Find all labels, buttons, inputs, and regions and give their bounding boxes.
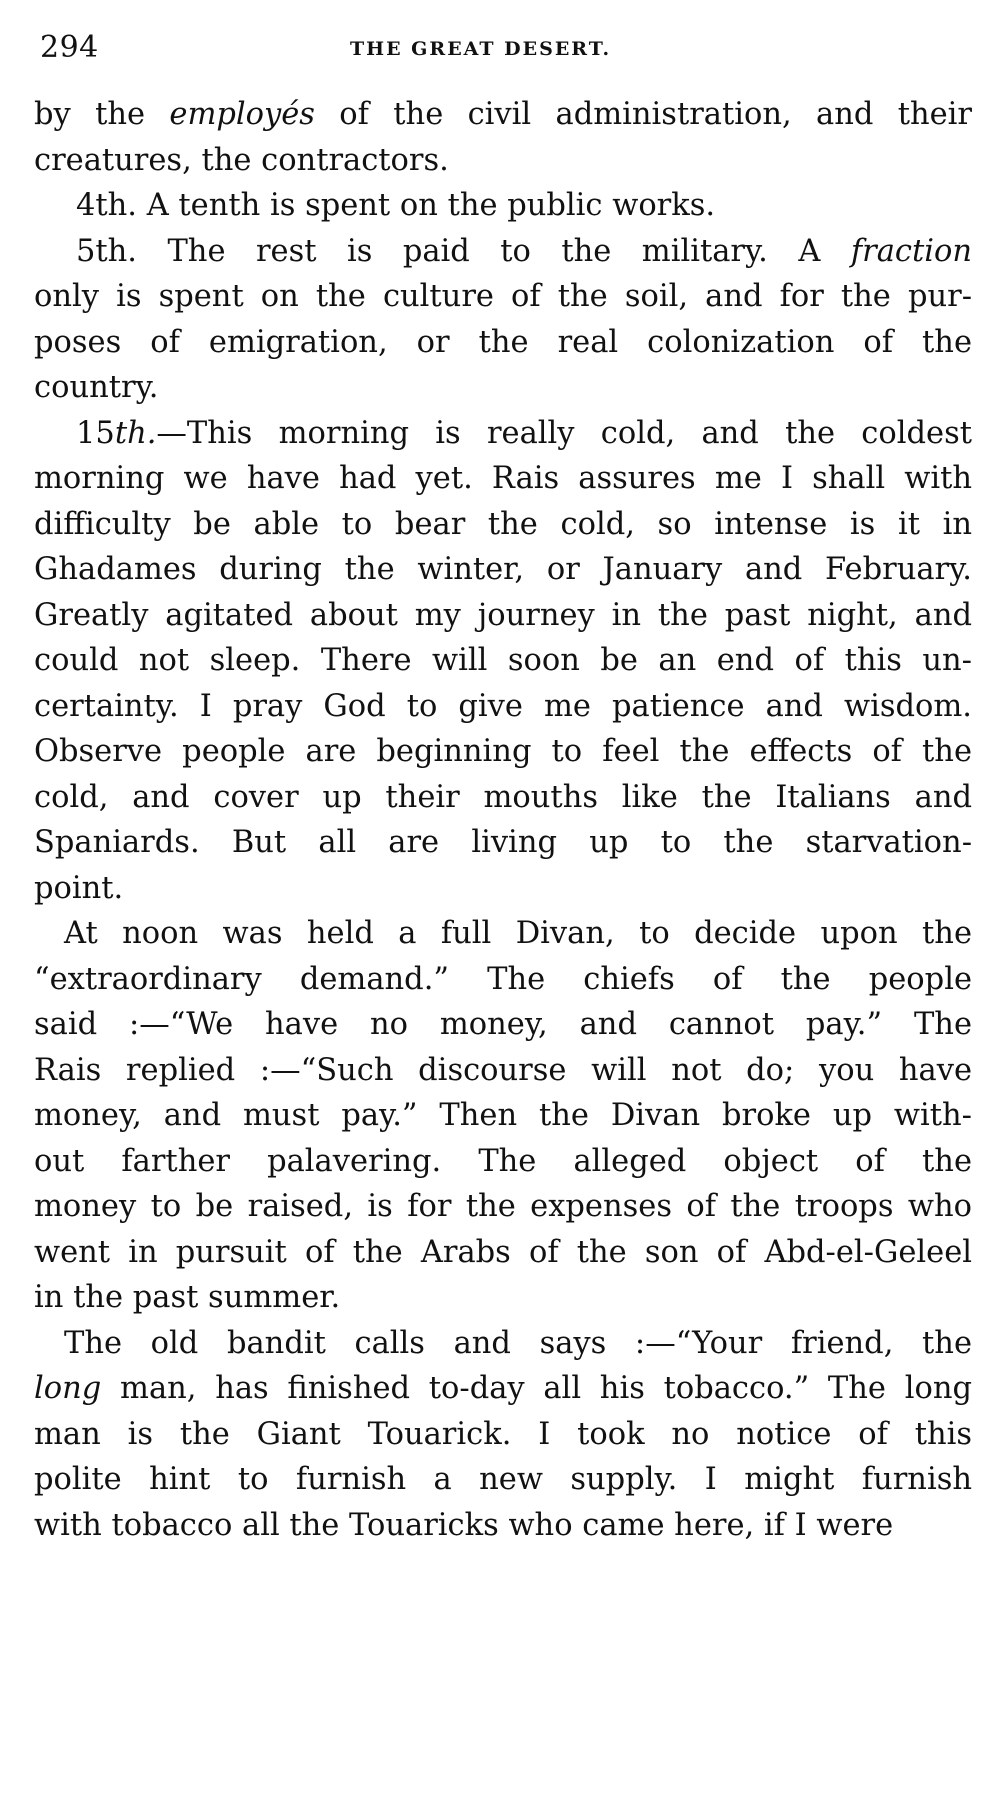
text-segment: by the — [34, 97, 170, 132]
text-segment: 5th. The rest is paid to the military. A — [76, 233, 851, 269]
text-line — [34, 1412, 972, 1458]
text-line — [34, 593, 972, 639]
text-segment: out farther palavering. The alleged object of the — [34, 1143, 972, 1179]
text-segment: Ghadames during the winter, or January and February. — [34, 552, 972, 587]
text-segment: money to be raised, is for the expenses of the troops who — [34, 1189, 972, 1224]
italic-text: th. — [114, 415, 157, 451]
text-segment: The old bandit calls and says :—“Your friend, the — [64, 1325, 972, 1361]
text-line — [34, 1366, 972, 1412]
text-segment: man, has finished to-day all his tobacco.” The long — [101, 1371, 972, 1406]
text-segment: man is the Giant Touarick. I took no notice of this — [34, 1416, 972, 1452]
text-line — [34, 365, 972, 411]
text-segment: —This morning is really cold, and the coldest — [156, 415, 972, 451]
text-line — [34, 1093, 972, 1139]
text-line — [34, 1048, 972, 1094]
text-segment: “extraordinary demand.” The chiefs of the people — [34, 961, 972, 997]
text-line — [34, 1321, 972, 1367]
text-segment: Greatly agitated about my journey in the past night, and — [34, 597, 972, 633]
text-segment: could not sleep. There will soon be an end of this un- — [34, 643, 972, 678]
text-segment: money, and must pay.” Then the Divan broke up with- — [34, 1098, 972, 1133]
text-segment: country. — [34, 370, 159, 405]
text-segment: 15 — [76, 415, 115, 451]
text-segment: said :—“We have no money, and cannot pay.” The — [34, 1007, 972, 1042]
text-line — [34, 138, 972, 184]
text-segment: went in pursuit of the Arabs of the son of Abd-el-Geleel — [34, 1234, 972, 1270]
text-line — [34, 92, 972, 138]
text-line — [34, 1184, 972, 1230]
text-line — [34, 775, 972, 821]
running-title: THE GREAT DESERT. — [350, 38, 612, 60]
text-line — [34, 866, 972, 912]
text-line — [34, 1002, 972, 1048]
text-line — [34, 638, 972, 684]
text-line — [34, 911, 972, 957]
body-text — [34, 92, 972, 1548]
italic-text: long — [34, 1371, 102, 1406]
paragraph — [34, 92, 972, 183]
text-line — [34, 274, 972, 320]
text-segment: poses of emigration, or the real colonization of the — [34, 324, 972, 360]
paragraph — [34, 229, 972, 411]
text-line — [34, 320, 972, 366]
text-line — [34, 957, 972, 1003]
text-line — [34, 729, 972, 775]
text-line — [34, 1139, 972, 1185]
paragraph — [34, 411, 972, 912]
text-segment: only is spent on the culture of the soil, and for the pur- — [34, 279, 972, 314]
text-segment: certainty. I pray God to give me patience and wisdom. — [34, 688, 972, 724]
italic-text: fraction — [850, 233, 972, 269]
text-segment: At noon was held a full Divan, to decide upon the — [64, 916, 972, 951]
paragraph — [34, 1321, 972, 1549]
text-segment: cold, and cover up their mouths like the Italians and — [34, 779, 972, 815]
text-line — [34, 1503, 972, 1549]
text-segment: point. — [34, 870, 124, 906]
text-line — [34, 411, 972, 457]
text-line — [34, 1275, 972, 1321]
text-segment: Observe people are beginning to feel the effects of the — [34, 734, 972, 769]
text-segment: difficulty be able to bear the cold, so intense is it in — [34, 506, 972, 542]
text-line — [34, 229, 972, 275]
text-line — [34, 1457, 972, 1503]
text-line — [34, 456, 972, 502]
text-segment: creatures, the contractors. — [34, 142, 449, 178]
page-number: 294 — [40, 30, 99, 65]
text-line — [34, 183, 972, 229]
text-segment: morning we have had yet. Rais assures me I shall with — [34, 461, 972, 496]
text-segment: of the civil administration, and their — [314, 97, 972, 132]
running-head — [40, 30, 980, 74]
paragraph — [34, 183, 972, 229]
text-segment: with tobacco all the Touaricks who came here, if I were — [34, 1507, 894, 1543]
paragraph — [34, 911, 972, 1321]
text-line — [34, 502, 972, 548]
text-line — [34, 684, 972, 730]
text-line — [34, 820, 972, 866]
text-segment: polite hint to furnish a new supply. I might furnish — [34, 1462, 972, 1497]
text-segment: Rais replied :—“Such discourse will not do; you have — [34, 1052, 972, 1088]
text-line — [34, 1230, 972, 1276]
text-segment: Spaniards. But all are living up to the starvation- — [34, 825, 972, 860]
text-line — [34, 547, 972, 593]
text-segment: in the past summer. — [34, 1280, 341, 1315]
italic-text: employés — [169, 97, 315, 132]
text-segment: 4th. A tenth is spent on the public works. — [76, 188, 716, 223]
